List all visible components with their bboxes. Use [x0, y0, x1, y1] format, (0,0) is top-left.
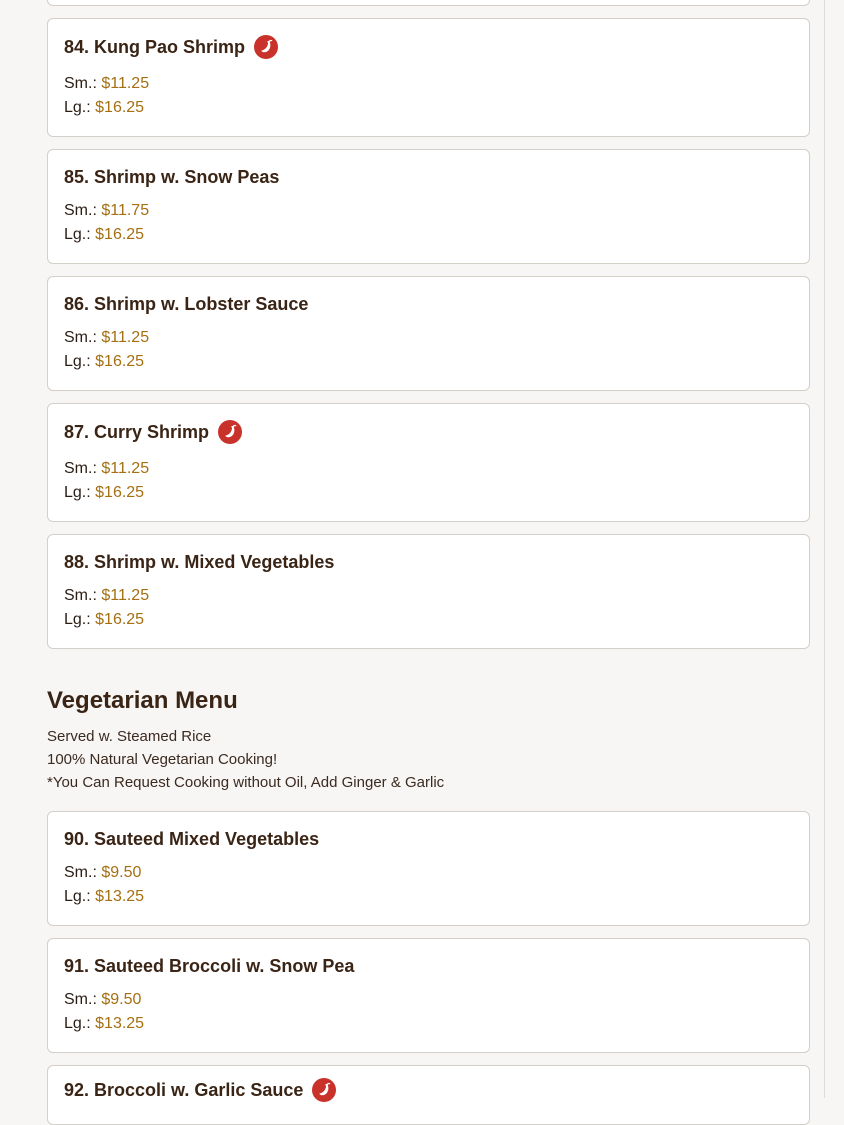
large-label: Lg.:	[64, 226, 91, 243]
menu-item-title	[64, 955, 354, 977]
large-price-line	[64, 1015, 144, 1033]
small-label: Sm.:	[64, 864, 97, 881]
large-price-line	[64, 611, 144, 629]
small-label: Sm.:	[64, 460, 97, 477]
large-label: Lg.:	[64, 888, 91, 905]
chili-pepper-icon	[254, 35, 278, 59]
menu-item-name: 90. Sauteed Mixed Vegetables	[64, 828, 320, 849]
menu-item-name: 91. Sauteed Broccoli w. Snow Pea	[64, 955, 355, 976]
large-price: $16.25	[95, 484, 145, 501]
small-label: Sm.:	[64, 75, 97, 92]
large-price-line	[64, 226, 144, 244]
large-label: Lg.:	[64, 99, 91, 116]
menu-item-card	[47, 811, 810, 926]
small-price-line	[64, 991, 141, 1009]
small-price-line	[64, 329, 149, 347]
small-price-line	[64, 202, 149, 220]
small-price-line	[64, 587, 149, 605]
chili-pepper-icon	[312, 1078, 336, 1102]
section-note: 100% Natural Vegetarian Cooking!	[47, 751, 278, 768]
large-price: $16.25	[95, 611, 145, 628]
menu-item-name: 92. Broccoli w. Garlic Sauce	[64, 1079, 304, 1100]
small-price: $11.75	[101, 202, 150, 219]
menu-item-card	[47, 149, 810, 264]
menu-item-card	[47, 938, 810, 1053]
menu-item-card	[47, 18, 810, 137]
section-note: Served w. Steamed Rice	[47, 728, 212, 745]
large-price-line	[64, 888, 144, 906]
menu-item-title	[64, 551, 334, 573]
large-price-line	[64, 484, 144, 502]
section-title: Vegetarian Menu	[47, 687, 238, 714]
menu-item-card	[47, 276, 810, 391]
small-price: $11.25	[101, 75, 150, 92]
chili-pepper-icon	[218, 420, 242, 444]
small-price-line	[64, 460, 149, 478]
small-price: $9.50	[101, 864, 142, 881]
small-price-line	[64, 75, 149, 93]
large-label: Lg.:	[64, 1015, 91, 1032]
menu-item-name: 86. Shrimp w. Lobster Sauce	[64, 293, 309, 314]
large-price: $13.25	[95, 1015, 145, 1032]
menu-item-name: 87. Curry Shrimp	[64, 421, 210, 442]
menu-item-card	[47, 0, 810, 6]
menu-item-title	[64, 1078, 336, 1102]
large-price: $16.25	[95, 99, 145, 116]
menu-item-title	[64, 166, 279, 188]
large-price-line	[64, 99, 144, 117]
large-price-line	[64, 353, 144, 371]
small-label: Sm.:	[64, 202, 97, 219]
section-note: *You Can Request Cooking without Oil, Add Ginger & Garlic	[47, 774, 445, 791]
large-label: Lg.:	[64, 353, 91, 370]
small-price: $11.25	[101, 460, 150, 477]
small-price: $11.25	[101, 329, 150, 346]
menu-item-card	[47, 534, 810, 649]
menu-item-title	[64, 828, 319, 850]
menu-item-name: 84. Kung Pao Shrimp	[64, 36, 246, 57]
small-label: Sm.:	[64, 329, 97, 346]
large-price: $16.25	[95, 226, 145, 243]
large-label: Lg.:	[64, 611, 91, 628]
small-price-line	[64, 864, 141, 882]
large-price: $16.25	[95, 353, 145, 370]
menu-item-card	[47, 1065, 810, 1125]
small-label: Sm.:	[64, 991, 97, 1008]
small-price: $11.25	[101, 587, 150, 604]
menu-item-title	[64, 420, 242, 444]
large-price: $13.25	[95, 888, 145, 905]
menu-item-name: 88. Shrimp w. Mixed Vegetables	[64, 551, 335, 572]
menu-item-title	[64, 35, 278, 59]
small-label: Sm.:	[64, 587, 97, 604]
large-label: Lg.:	[64, 484, 91, 501]
menu-item-card	[47, 403, 810, 522]
small-price: $9.50	[101, 991, 142, 1008]
menu-item-name: 85. Shrimp w. Snow Peas	[64, 166, 280, 187]
menu-item-title	[64, 293, 308, 315]
